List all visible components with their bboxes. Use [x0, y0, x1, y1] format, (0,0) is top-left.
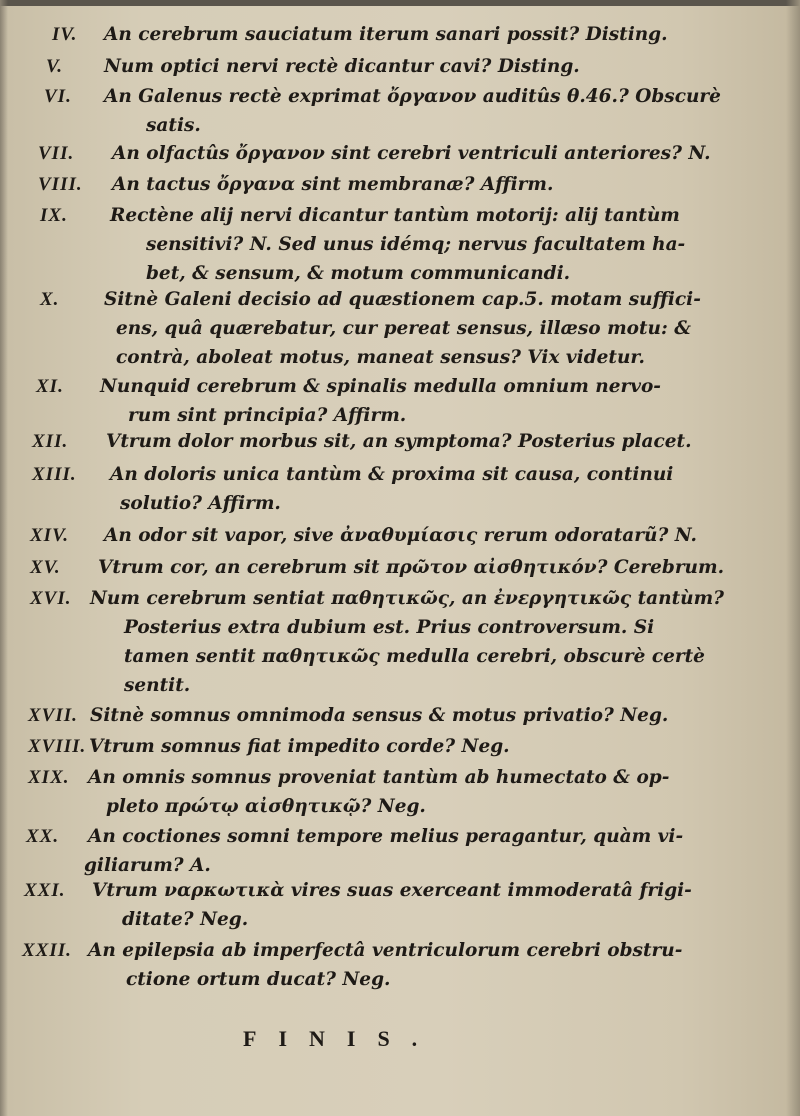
question-number: XIII. [32, 464, 77, 485]
question-text-line: An coctiones somni tempore melius peragantur, quàm vi- [88, 826, 684, 847]
question-text-line: Rectène alij nervi dicantur tantùm motorij: alij tantùm [110, 205, 680, 226]
question-number: XI. [36, 376, 64, 397]
question-number: XV. [30, 557, 61, 578]
page-top-edge [0, 0, 800, 6]
question-item [0, 462, 800, 520]
question-number: XXII. [22, 940, 72, 961]
question-text-line: Vtrum ναρκωτικὰ vires suas exerceant immoderatâ frigi- [92, 880, 692, 901]
question-number: VI. [44, 86, 72, 107]
question-number: IV. [52, 24, 78, 45]
question-item [0, 203, 800, 290]
question-text-line: An epilepsia ab imperfectâ ventriculorum cerebri obstru- [88, 940, 683, 961]
question-number: VII. [38, 143, 75, 164]
question-item [0, 824, 800, 882]
question-item [0, 765, 800, 823]
question-text-line: An omnis somnus proveniat tantùm ab humectato & op- [88, 767, 670, 788]
question-number: V. [46, 56, 63, 77]
question-item [0, 734, 800, 763]
question-number: XIX. [28, 767, 70, 788]
question-text-line: bet, & sensum, & motum communicandi. [146, 263, 571, 284]
question-text-line: sensitivi? N. Sed unus idémq; nervus facultatem ha- [146, 234, 686, 255]
question-number: XIV. [30, 525, 70, 546]
question-item [0, 555, 800, 584]
question-text-line: ctione ortum ducat? Neg. [126, 969, 391, 990]
question-text-line: Sitnè Galeni decisio ad quæstionem cap.5. motam suffici- [104, 289, 701, 310]
question-item [0, 374, 800, 432]
question-text-line: Vtrum cor, an cerebrum sit πρῶτον αἰσθητικόν? Cerebrum. [98, 557, 725, 578]
question-item [0, 878, 800, 936]
question-item [0, 22, 800, 51]
question-text-line: sentit. [124, 675, 191, 696]
question-text-line: An cerebrum sauciatum iterum sanari possit? Disting. [104, 24, 668, 45]
question-number: XVI. [30, 588, 72, 609]
question-item [0, 54, 800, 83]
question-text-line: An doloris unica tantùm & proxima sit causa, continui [110, 464, 674, 485]
question-item [0, 586, 800, 702]
question-text-line: giliarum? A. [84, 855, 211, 876]
question-item [0, 429, 800, 458]
question-item [0, 523, 800, 552]
question-text-line: An olfactûs ὄργανον sint cerebri ventriculi anteriores? N. [112, 143, 711, 164]
question-text-line: tamen sentit παθητικῶς medulla cerebri, obscurè certè [124, 646, 705, 667]
question-text-line: pleto πρώτῳ αἰσθητικῷ? Neg. [106, 796, 426, 817]
question-item [0, 84, 800, 142]
question-text-line: solutio? Affirm. [120, 493, 281, 514]
question-item [0, 938, 800, 996]
question-item [0, 141, 800, 170]
question-number: IX. [40, 205, 68, 226]
question-text-line: Vtrum dolor morbus sit, an symptoma? Posterius placet. [106, 431, 692, 452]
question-text-line: Posterius extra dubium est. Prius controversum. Si [124, 617, 655, 638]
question-text-line: Num cerebrum sentiat παθητικῶς, an ἐνεργητικῶς tantùm? [90, 588, 725, 609]
question-text-line: An tactus ὄργανα sint membranæ? Affirm. [112, 174, 554, 195]
question-text-line: ditate? Neg. [122, 909, 249, 930]
question-number: XVIII. [28, 736, 87, 757]
question-number: XXI. [24, 880, 66, 901]
question-number: XII. [32, 431, 69, 452]
question-text-line: Sitnè somnus omnimoda sensus & motus privatio? Neg. [90, 705, 669, 726]
question-number: X. [40, 289, 60, 310]
question-item [0, 703, 800, 732]
question-text-line: satis. [146, 115, 201, 136]
question-text-line: Num optici nervi rectè dicantur cavi? Disting. [104, 56, 580, 77]
question-text-line: Vtrum somnus fiat impedito corde? Neg. [89, 736, 510, 757]
question-text-line: Nunquid cerebrum & spinalis medulla omnium nervo- [100, 376, 661, 397]
question-number: XVII. [28, 705, 78, 726]
question-item [0, 172, 800, 201]
question-number: XX. [26, 826, 60, 847]
question-text-line: ens, quâ quærebatur, cur pereat sensus, illæso motu: & [116, 318, 691, 339]
finis-mark: FINIS. [243, 1026, 440, 1051]
question-number: VIII. [38, 174, 83, 195]
question-text-line: An odor sit vapor, sive ἀναθυμίασις rerum odoratarũ? N. [104, 525, 697, 546]
question-text-line: An Galenus rectè exprimat ὄργανον auditûs θ.46.? Obscurè [104, 86, 721, 107]
question-text-line: contrà, aboleat motus, maneat sensus? Vix videtur. [116, 347, 645, 368]
question-text-line: rum sint principia? Affirm. [128, 405, 407, 426]
question-item [0, 287, 800, 374]
